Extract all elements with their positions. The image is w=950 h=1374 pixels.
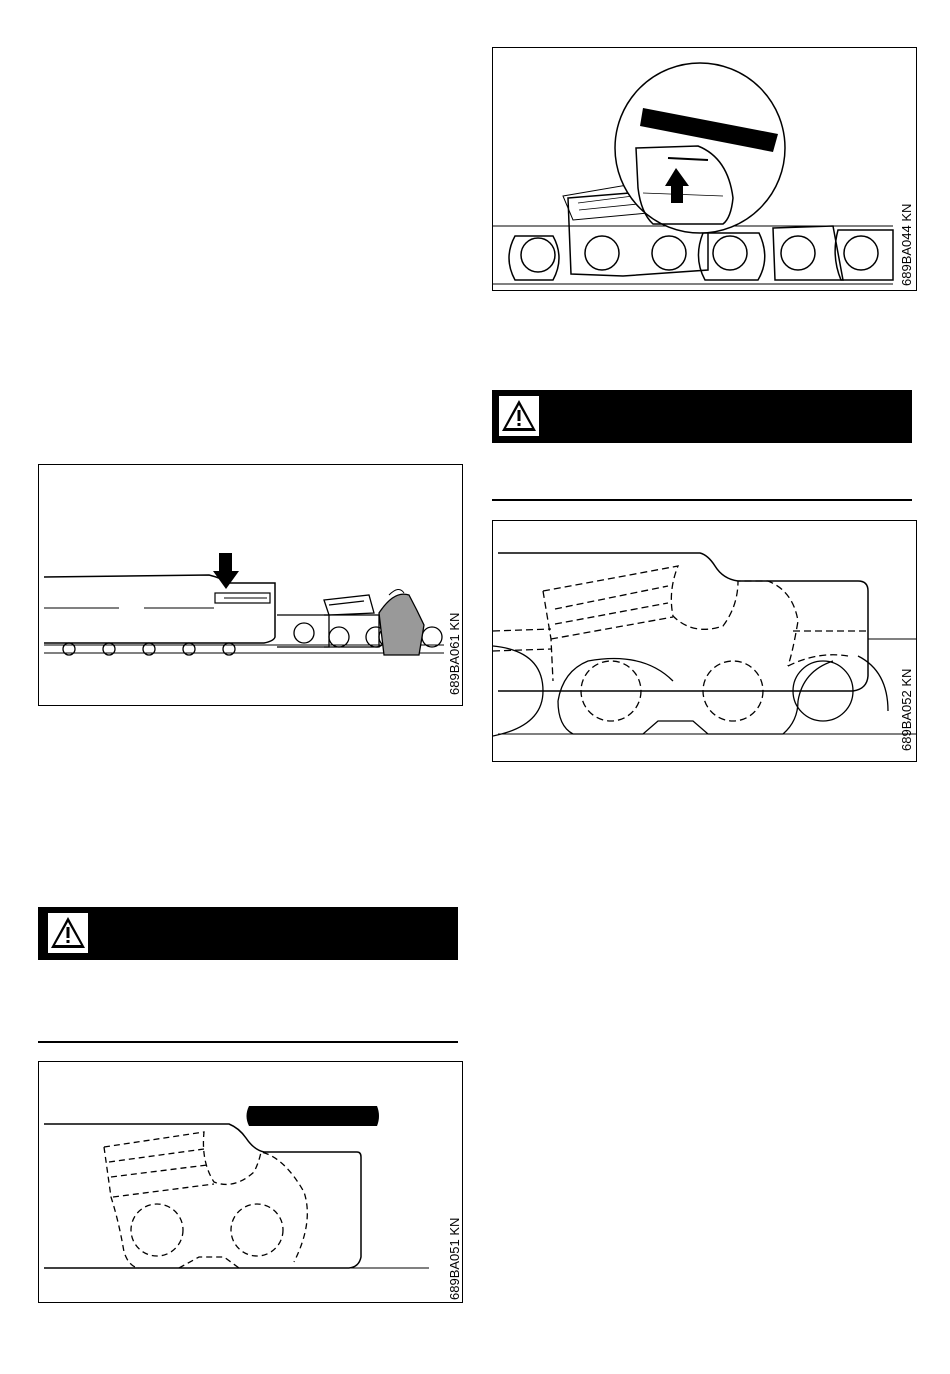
warning-bar (492, 390, 912, 443)
warning-triangle-icon (48, 913, 88, 953)
figure-code: 689BA052 KN (899, 668, 914, 751)
chain-illustration-magnified (493, 48, 917, 291)
figure-depth-gauge-check (492, 47, 917, 291)
figure-code: 689BA061 KN (447, 612, 462, 695)
figure-depth-gauge-lowered (38, 1061, 463, 1303)
gauge-lowered-illustration (39, 1062, 463, 1303)
section-divider (38, 1041, 458, 1043)
figure-code: 689BA051 KN (447, 1217, 462, 1300)
warning-bar (38, 907, 458, 960)
section-divider (492, 499, 912, 501)
cutter-profile-illustration (493, 521, 917, 762)
warning-icon-box (499, 396, 539, 436)
figure-depth-gauge-profile (492, 520, 917, 762)
warning-icon-box (48, 913, 88, 953)
figure-code: 689BA044 KN (899, 203, 914, 286)
filing-gauge-illustration (39, 465, 463, 706)
figure-filing-gauge-on-chain (38, 464, 463, 706)
warning-triangle-icon (499, 396, 539, 436)
